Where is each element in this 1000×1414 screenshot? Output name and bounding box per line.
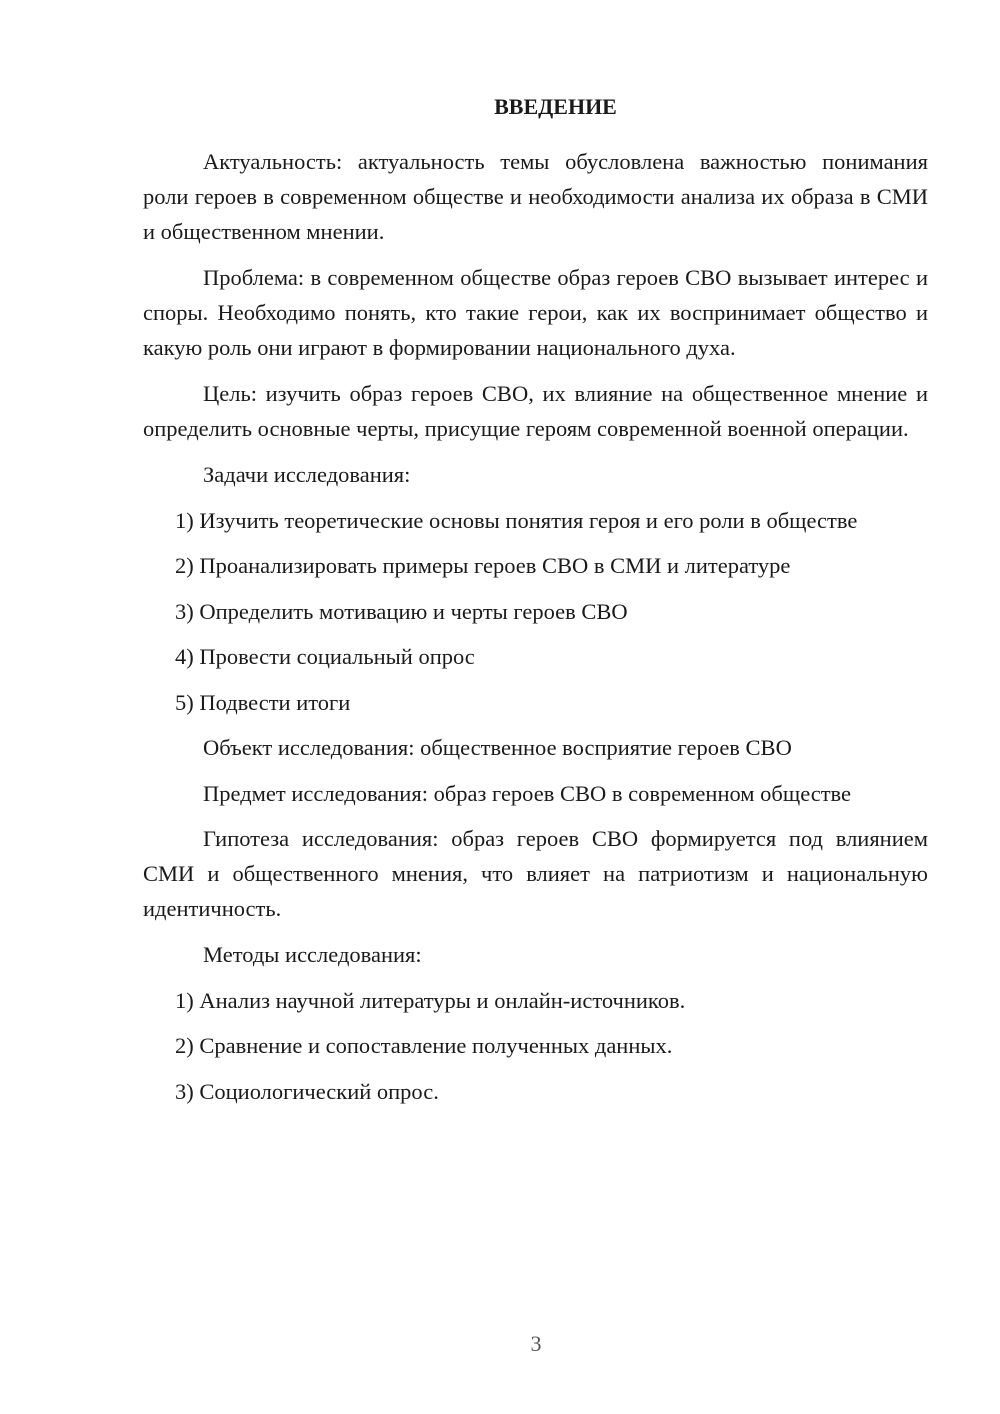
document-page bbox=[143, 92, 928, 1119]
methods-heading: Методы исследования: bbox=[203, 942, 422, 967]
tasks-heading: Задачи исследования: bbox=[203, 462, 411, 487]
goal-paragraph: Цель: изучить образ героев СВО, их влияние на общественное мнение и определить основные черты, присущие героям современной военной операции. bbox=[143, 381, 928, 441]
relevance-paragraph: Актуальность: актуальность темы обусловлена важностью понимания роли героев в современном обществе и необходимости анализа их образа в СМИ и общественном мнении. bbox=[143, 149, 928, 244]
task-item: 2) Проанализировать примеры героев СВО в СМИ и литературе bbox=[175, 553, 791, 578]
task-item: 4) Провести социальный опрос bbox=[175, 644, 475, 669]
task-item: 3) Определить мотивацию и черты героев СВО bbox=[175, 598, 628, 624]
problem-paragraph: Проблема: в современном обществе образ героев СВО вызывает интерес и споры. Необходимо понять, кто такие герои, как их воспринимает общество и какую роль они играют в формировании национального духа. bbox=[143, 265, 928, 360]
method-item: 3) Социологический опрос. bbox=[175, 1078, 439, 1104]
research-subject: Предмет исследования: образ героев СВО в современном обществе bbox=[203, 780, 852, 806]
hypothesis-paragraph: Гипотеза исследования: образ героев СВО формируется под влиянием СМИ и общественного мнения, что влияет на патриотизм и национальную идентичность. bbox=[143, 826, 928, 921]
method-item: 1) Анализ научной литературы и онлайн-источников. bbox=[175, 987, 686, 1013]
task-item: 5) Подвести итоги bbox=[175, 689, 351, 715]
task-item: 1) Изучить теоретические основы понятия героя и его роли в обществе bbox=[175, 507, 858, 533]
page-number: 3 bbox=[530, 1331, 542, 1356]
method-item: 2) Сравнение и сопоставление полученных данных. bbox=[175, 1033, 673, 1058]
section-title: ВВЕДЕНИЕ bbox=[494, 94, 617, 119]
research-object: Объект исследования: общественное восприятие героев СВО bbox=[203, 735, 792, 760]
